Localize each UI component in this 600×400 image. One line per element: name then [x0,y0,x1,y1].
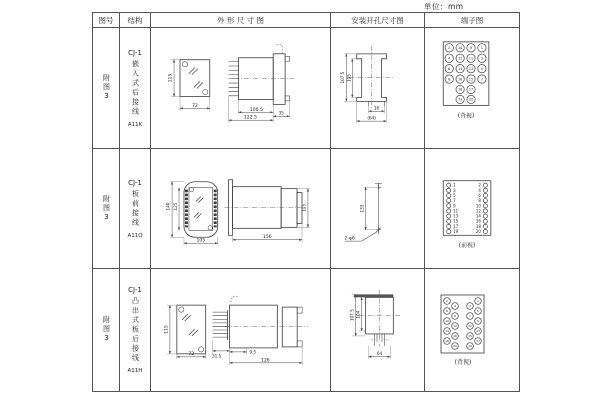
terminal-pin-number: 17 [476,339,480,344]
terminal-pin [447,230,451,234]
header-structure: 结构 [120,13,151,28]
terminal-pin-number: 13 [476,329,480,334]
terminal-pin-number: 1 [477,299,479,304]
dim-outer: 107.5 [349,309,355,322]
terminal-pin-number: 5 [477,309,479,314]
terminal-diagram-row2 [425,149,519,268]
mounting-hole [182,62,187,67]
dim-front-width: 105 [196,238,206,244]
terminal-pin [447,224,451,228]
dim-tab: 16 [373,105,380,111]
terminal-pin-number: 2 [446,299,448,304]
dim-depth: 126 [261,358,270,364]
mounting-diagram-row1 [331,28,424,148]
terminal-pin-number: 10 [457,46,463,51]
unit-label: 单位：mm [424,2,464,11]
terminal-pin-number: 11 [468,324,472,329]
terminal-pins [445,44,486,104]
terminal-pin [483,224,487,228]
terminal-pin [483,204,487,208]
dim-cutout-outer: 107.5 [340,71,346,84]
outline-cell-row2 [151,149,331,269]
terminal-pin-number: 7 [480,77,483,82]
fig-no-row3 [93,269,120,391]
terminal-pin-number: 18 [445,339,449,344]
terminal-pin [447,209,451,213]
type-code: A11H [127,368,143,375]
header-terminal: 端子图 [425,13,519,28]
terminal-pins [444,298,482,350]
dim-front-width: 72 [188,352,195,358]
terminal-pin-number: 19 [468,344,472,349]
structure-label: 嵌入式后接线 [131,59,140,117]
terminal-diagram-row3 [425,269,519,391]
model-label: CJ-1 [128,285,142,294]
terminal-pin-number: 15 [468,334,472,339]
terminal-pin-number: 19 [457,97,463,102]
terminal-pin-number: 18 [457,87,463,92]
terminal-pin-number: 7 [453,198,456,204]
terminal-pin-number: 2 [478,182,481,188]
terminal-pin-number: 9 [453,203,456,209]
terminal-pin [483,230,487,234]
terminal-pin-number: 3 [453,187,456,193]
terminal-pin [483,209,487,213]
terminal-pin-number: 5 [480,66,483,71]
terminal-pin [447,214,451,218]
mounting-hole [179,307,184,312]
dim-gap: 9.5 [249,349,257,355]
dim-front-height: 115 [164,325,170,334]
outline-diagram-row2 [151,149,330,268]
terminal-pin-number: 13 [453,213,459,219]
terminal-pin-number: 4 [454,304,456,309]
terminal-pin-number: 11 [453,208,459,214]
terminal-pin-number: 2 [448,46,451,51]
terminal-pin-number: 6 [448,66,451,71]
outline-cell-row3 [151,269,331,391]
dim-cutout-width: 64 [376,351,383,357]
mounting-cell-row3 [331,269,425,391]
terminal-pin-number: 17 [468,87,474,92]
model-label: CJ-1 [128,178,142,187]
terminal-pin [483,199,487,203]
structure-row2 [120,149,151,269]
structure-label: 凸出式板后接线 [131,296,140,364]
dim-side-height: 115 [301,204,307,212]
terminal-pin-number: 20 [468,97,474,102]
dim-cutout-inner: 105 [346,74,352,83]
header-fig-no: 图号 [93,13,120,28]
terminal-pin [447,183,451,187]
terminal-cell-row3 [425,269,519,391]
terminal-pin-number: 9 [469,46,473,51]
terminal-pin-number: 20 [453,344,457,349]
fig-no-text: 附图3 [102,316,111,344]
terminal-pin-number: 3 [480,56,483,61]
mounting-hole [203,89,208,94]
terminal-pin-number: 12 [475,208,481,214]
dim-inner: 104 [355,310,361,319]
mounting-cell-row2 [331,149,425,269]
dim-depth-body: 100.5 [249,107,263,113]
mounting-hole [199,347,204,352]
lifting-hook [276,45,282,54]
structure-row1 [120,28,151,149]
terminal-pins-right [476,183,488,234]
terminal-pin-number: 4 [478,187,481,193]
dim-cutout-width: (64) [367,115,376,121]
hole-callout: 2-φ6 [344,236,355,242]
terminal-pin [483,193,487,197]
terminal-pin-number: 13 [468,66,474,71]
terminal-view-label: (背视) [454,359,472,366]
terminal-pin [483,183,487,187]
terminal-pin-number: 16 [475,218,481,224]
terminal-pin-number: 9 [477,319,479,324]
structure-row3 [120,269,151,391]
terminal-pin [483,188,487,192]
terminal-pin-number: 15 [453,218,459,224]
fig-no-text: 附图3 [102,194,111,223]
terminal-view-label: (前视) [458,242,476,250]
model-label: CJ-1 [128,48,142,57]
terminal-pin-number: 14 [475,213,481,219]
dim-depth: 156 [262,235,272,241]
terminal-pins-left [447,183,459,234]
dim-flange: 35 [278,110,284,116]
terminal-pin-number: 16 [453,334,457,339]
dim-front-height: 115 [168,73,174,83]
fig-no-row1 [93,28,120,149]
terminal-pin-number: 6 [446,309,448,314]
terminal-pin-number: 16 [457,77,463,82]
terminal-pin-number: 12 [457,56,463,61]
type-code: A11K [127,121,143,128]
mounting-hole [208,226,212,230]
terminal-pin-number: 10 [445,319,449,324]
terminal-pin-number: 10 [475,203,481,209]
terminal-pin-number: 1 [453,182,456,188]
terminal-pin-number: 1 [480,46,483,51]
header-outline: 外 形 尺 寸 图 [151,13,331,28]
outline-cell-row1 [151,28,331,149]
terminal-pin-number: 17 [453,223,459,229]
dim-pin-length: 31.5 [212,353,222,359]
dim-inner-height: 125 [172,202,178,211]
terminal-pin-number: 4 [448,56,451,61]
terminal-pin-number: 14 [445,329,449,334]
terminal-pin-number: 8 [454,314,456,319]
terminal-pin-number: 6 [478,192,481,198]
terminal-pin [483,214,487,218]
panel-bar [354,294,394,297]
terminal-diagram-row1 [425,28,519,148]
terminal-pin [447,219,451,223]
terminal-pin [483,219,487,223]
terminal-pin-number: 11 [468,56,474,61]
terminal-pin-number: 18 [475,223,481,229]
mounting-cell-row1 [331,28,425,149]
terminal-pin-number: 3 [469,304,471,309]
terminal-pin-number: 14 [457,66,463,71]
type-code: A11Q [127,232,143,239]
fig-no-text: 附图3 [102,74,111,102]
terminal-pin-number: 7 [469,314,471,319]
terminal-pin-number: 8 [478,198,481,204]
terminal-pin-number: 12 [453,324,457,329]
outline-diagram-row1 [151,28,330,148]
terminal-pin-number: 5 [453,192,456,198]
dim-front-width: 72 [191,103,198,109]
terminal-pin [447,188,451,192]
terminal-pin-number: 8 [448,77,451,82]
terminal-pin-number: 15 [468,77,474,82]
dim-depth-total: 122.5 [243,115,257,121]
outline-diagram-row3 [151,269,330,391]
dim-hole-spacing: 133 [359,204,365,213]
structure-label: 板前接线 [131,189,140,228]
header-mounting: 安装开孔尺寸图 [331,13,425,28]
terminal-pin-number: 20 [475,229,481,235]
terminal-pin-number: 19 [453,229,459,235]
mounting-hole [189,187,193,191]
terminal-pin [447,193,451,197]
terminal-pin [447,204,451,208]
terminal-view-label: (背视) [457,112,475,120]
rear-pins [213,312,228,337]
mounting-diagram-row3 [331,269,424,391]
terminal-cell-row2 [425,149,519,269]
terminal-pin [447,199,451,203]
mounting-diagram-row2 [331,149,424,268]
lifting-hook [231,296,238,302]
dim-outer-height: 140 [165,202,171,211]
terminal-cell-row1 [425,28,519,149]
fig-no-row2 [93,149,120,269]
spec-table [92,12,520,392]
